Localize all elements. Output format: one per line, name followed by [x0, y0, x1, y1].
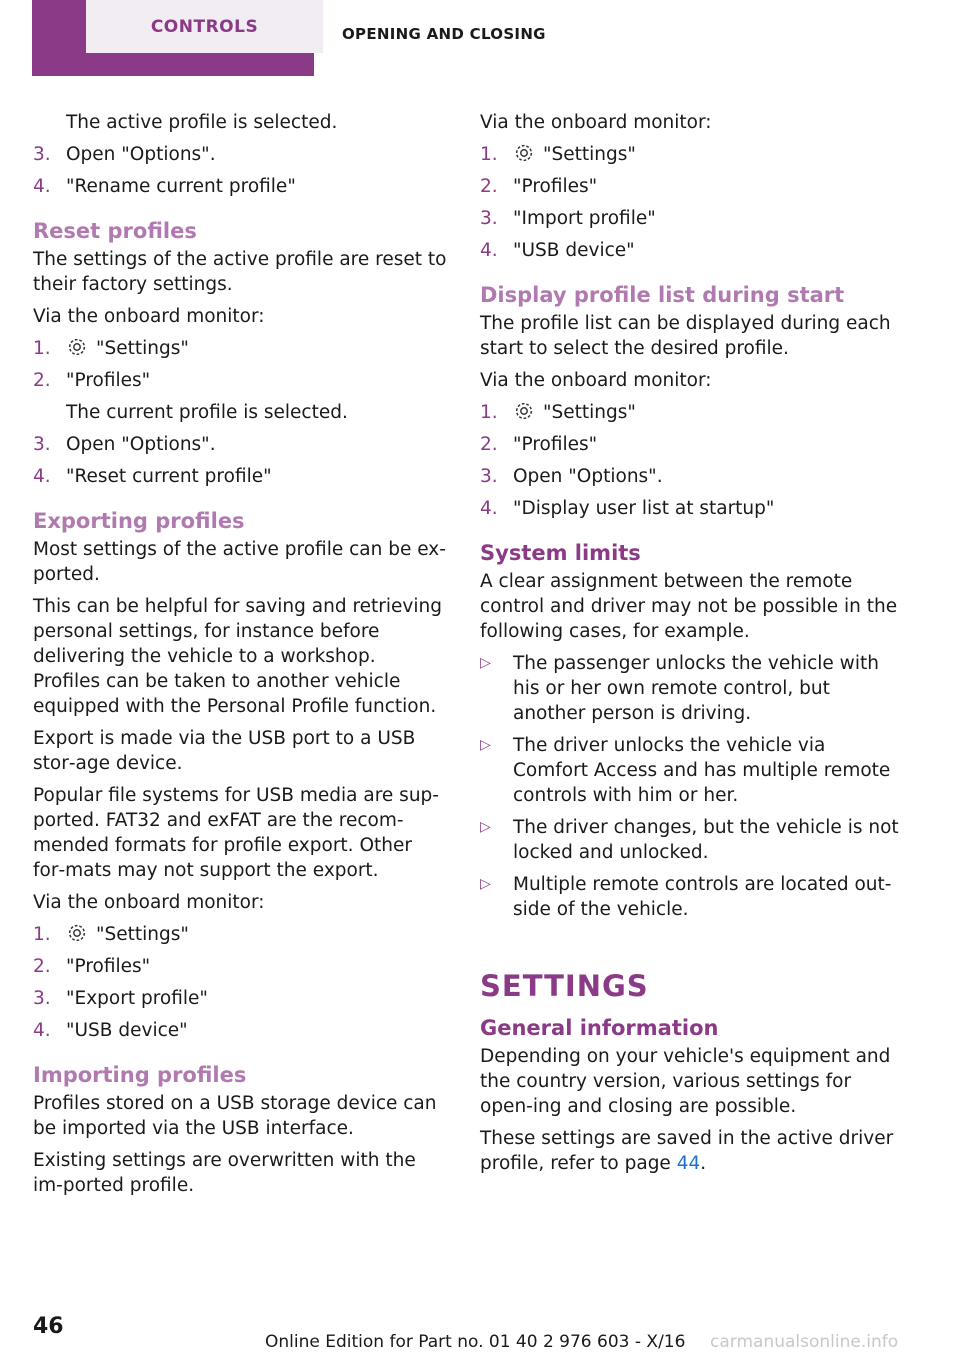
list-item — [480, 174, 900, 199]
step-text: "Settings" — [543, 402, 636, 423]
step-continuation: The active profile is selected. — [66, 112, 338, 133]
step-number: 3. — [480, 466, 498, 487]
paragraph: Popular file systems for USB media are sup‐ported. FAT32 and exFAT are the recom‐mended formats for profile export. Other for‐mats may not support the export. — [33, 785, 439, 881]
step-number: 4. — [480, 498, 498, 519]
paragraph: Via the onboard monitor: — [480, 112, 712, 133]
step-number: 3. — [33, 144, 51, 165]
step-number: 2. — [480, 434, 498, 455]
step-number: 4. — [33, 466, 51, 487]
list-item — [480, 496, 900, 521]
step-text: "Settings" — [543, 144, 636, 165]
paragraph: This can be helpful for saving and retrieving personal settings, for instance before delivering the vehicle to a workshop. Profiles can be taken to another vehicle equipped with the Personal Profile function. — [33, 596, 442, 717]
triangle-bullet-icon: ▷ — [480, 655, 491, 671]
list-item — [33, 464, 448, 489]
section-heading-system-limits: System limits — [480, 541, 641, 565]
list-item — [480, 464, 900, 489]
paragraph: Existing settings are overwritten with the im‐ported profile. — [33, 1150, 416, 1196]
section-heading-reset: Reset profiles — [33, 219, 197, 243]
step-text: "Profiles" — [66, 370, 151, 391]
paragraph: The settings of the active profile are reset to their factory settings. — [33, 249, 447, 295]
bullet-list — [480, 651, 900, 922]
step-number: 4. — [33, 1020, 51, 1041]
step-text: Open "Options". — [66, 144, 216, 165]
gear-icon — [66, 922, 88, 944]
section-heading-general-information: General information — [480, 1016, 719, 1040]
step-text: "Profiles" — [513, 176, 598, 197]
list-item — [480, 432, 900, 457]
step-number: 4. — [33, 176, 51, 197]
triangle-bullet-icon: ▷ — [480, 737, 491, 753]
step-list — [480, 142, 900, 263]
list-item — [480, 206, 900, 231]
page-number: 46 — [33, 1314, 64, 1339]
section-heading-import: Importing profiles — [33, 1063, 247, 1087]
triangle-bullet-icon: ▷ — [480, 876, 491, 892]
list-item — [33, 432, 448, 457]
page-reference-link[interactable]: 44 — [676, 1153, 701, 1174]
step-text: Open "Options". — [513, 466, 663, 487]
list-item — [33, 922, 448, 947]
step-text: "Profiles" — [66, 956, 151, 977]
paragraph: The profile list can be displayed during each start to select the desired profile. — [480, 313, 891, 359]
right-column — [480, 110, 900, 1183]
list-item — [480, 872, 900, 922]
paragraph: Export is made via the USB port to a USB stor‐age device. — [33, 728, 416, 774]
step-text: "Profiles" — [513, 434, 598, 455]
step-number: 2. — [33, 370, 51, 391]
step-text: "Settings" — [96, 924, 189, 945]
list-item — [33, 174, 448, 199]
step-number: 1. — [33, 338, 51, 359]
step-list — [480, 400, 900, 521]
paragraph-text: These settings are saved in the active driver profile, refer to page — [480, 1128, 894, 1174]
step-number: 3. — [33, 434, 51, 455]
step-text: "Rename current profile" — [66, 176, 296, 197]
paragraph-text: . — [700, 1153, 707, 1174]
list-item — [480, 651, 900, 726]
step-number: 1. — [480, 144, 498, 165]
step-text: "Export profile" — [66, 988, 208, 1009]
bullet-text: The driver unlocks the vehicle via Comfort Access and has multiple remote controls with him or her. — [513, 735, 891, 806]
step-continuation: The current profile is selected. — [66, 402, 348, 423]
header-tab-label: CONTROLS — [86, 0, 323, 53]
header-section-title: OPENING AND CLOSING — [342, 25, 546, 43]
list-item — [480, 142, 900, 167]
triangle-bullet-icon: ▷ — [480, 819, 491, 835]
bullet-text: The passenger unlocks the vehicle with his or her own remote control, but another person is driving. — [513, 653, 879, 724]
paragraph: Via the onboard monitor: — [480, 370, 712, 391]
list-item — [480, 733, 900, 808]
left-column — [33, 110, 448, 1205]
step-text: "Settings" — [96, 338, 189, 359]
watermark: carmanualsonline.info — [710, 1332, 899, 1352]
step-text: "Import profile" — [513, 208, 656, 229]
list-item — [33, 986, 448, 1011]
step-list — [33, 432, 448, 489]
section-heading-display-profile-list: Display profile list during start — [480, 283, 845, 307]
gear-icon — [66, 336, 88, 358]
step-number: 1. — [480, 402, 498, 423]
step-text: Open "Options". — [66, 434, 216, 455]
paragraph: Via the onboard monitor: — [33, 892, 265, 913]
step-number: 1. — [33, 924, 51, 945]
list-item — [33, 368, 448, 393]
step-list — [33, 922, 448, 1043]
paragraph: Via the onboard monitor: — [33, 306, 265, 327]
list-item — [33, 336, 448, 361]
step-list — [33, 336, 448, 393]
step-text: "USB device" — [513, 240, 635, 261]
step-text: "Reset current profile" — [66, 466, 272, 487]
paragraph: Profiles stored on a USB storage device can be imported via the USB interface. — [33, 1093, 437, 1139]
chapter-title-settings: SETTINGS — [480, 969, 649, 1003]
bullet-text: Multiple remote controls are located out‐side of the vehicle. — [513, 874, 892, 920]
step-text: "USB device" — [66, 1020, 188, 1041]
edition-footer: Online Edition for Part no. 01 40 2 976 603 - X/16 — [265, 1332, 686, 1352]
list-item — [33, 142, 448, 167]
list-item — [33, 954, 448, 979]
step-number: 2. — [480, 176, 498, 197]
list-item — [480, 815, 900, 865]
step-number: 3. — [480, 208, 498, 229]
list-item — [33, 1018, 448, 1043]
list-item — [480, 400, 900, 425]
list-item — [480, 238, 900, 263]
step-text: "Display user list at startup" — [513, 498, 775, 519]
gear-icon — [513, 400, 535, 422]
step-number: 3. — [33, 988, 51, 1009]
step-number: 4. — [480, 240, 498, 261]
gear-icon — [513, 142, 535, 164]
bullet-text: The driver changes, but the vehicle is not locked and unlocked. — [513, 817, 899, 863]
section-heading-export: Exporting profiles — [33, 509, 245, 533]
paragraph-with-reference — [480, 1126, 900, 1176]
paragraph: A clear assignment between the remote control and driver may not be possible in the following cases, for example. — [480, 571, 898, 642]
step-number: 2. — [33, 956, 51, 977]
step-list — [33, 142, 448, 199]
header-tab — [32, 0, 314, 76]
paragraph: Most settings of the active profile can be ex‐ported. — [33, 539, 446, 585]
paragraph: Depending on your vehicle's equipment and the country version, various settings for open‐ing and closing are possible. — [480, 1046, 891, 1117]
